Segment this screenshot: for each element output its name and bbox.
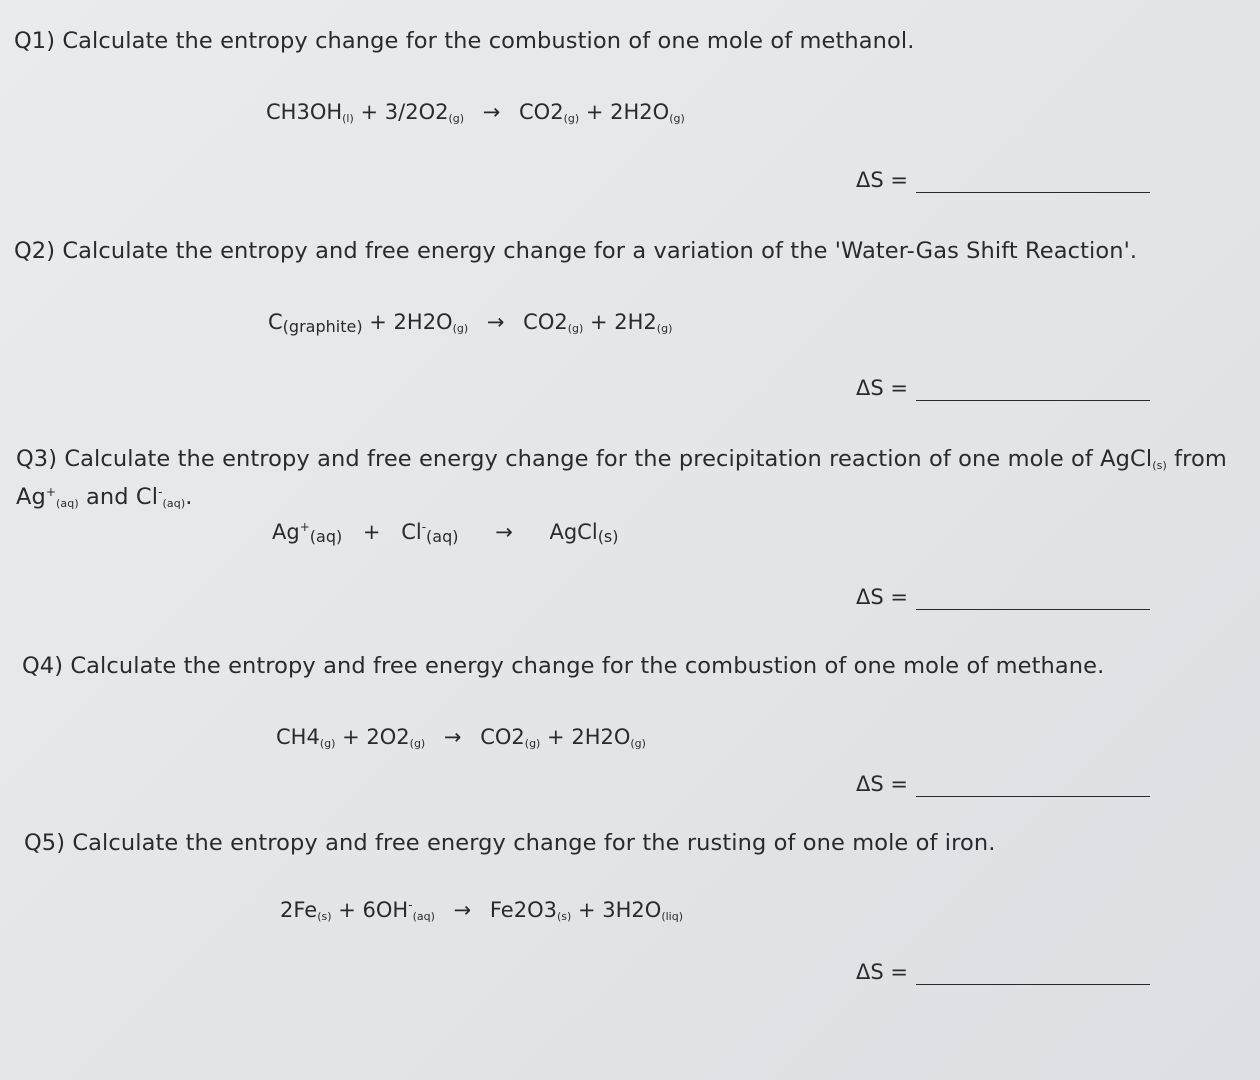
state-label: (aq)	[56, 497, 79, 510]
plus-sign: +	[547, 725, 565, 749]
reaction-arrow: →	[486, 310, 505, 334]
answer-blank[interactable]	[916, 984, 1150, 985]
plus-sign: +	[577, 898, 596, 922]
question-5-prompt: Q5) Calculate the entropy and free energy change for the rusting of one mole of iron.	[24, 830, 996, 856]
state-label: (s)	[556, 910, 572, 923]
reactant-1: Ag	[272, 520, 300, 544]
charge-label: -	[158, 485, 163, 499]
state-label: (aq)	[426, 527, 459, 546]
plus-sign: +	[585, 100, 604, 124]
state-label: (graphite)	[282, 317, 363, 336]
prompt-text: .	[185, 484, 193, 510]
state-label: (s)	[1152, 459, 1167, 472]
question-4-equation	[276, 725, 646, 750]
question-3-equation	[272, 520, 619, 546]
product-2: 2H2	[614, 310, 657, 334]
question-2-answer	[856, 376, 1150, 401]
prompt-text: from	[1174, 446, 1227, 472]
state-label: (s)	[597, 527, 619, 546]
reactant-1: CH4	[276, 725, 320, 749]
answer-blank[interactable]	[916, 400, 1150, 401]
delta-s-label: ΔS =	[856, 376, 908, 400]
state-label: (g)	[656, 322, 673, 335]
reaction-arrow: →	[453, 898, 472, 922]
question-4-answer	[856, 772, 1150, 797]
state-label: (aq)	[309, 527, 343, 546]
plus-sign: +	[342, 725, 360, 749]
state-label: (g)	[669, 112, 685, 125]
plus-sign: +	[589, 310, 608, 334]
question-3-prompt-line-1	[16, 446, 1227, 472]
reactant-2: 6OH	[362, 898, 409, 922]
prompt-text: Q3) Calculate the entropy and free energy change for the precipitation reaction of one mole of AgCl	[16, 446, 1153, 472]
plus-sign: +	[338, 898, 356, 922]
question-3-answer	[856, 585, 1150, 610]
answer-blank[interactable]	[916, 796, 1150, 797]
state-label: (g)	[448, 112, 465, 125]
question-2-prompt: Q2) Calculate the entropy and free energy change for a variation of the 'Water-Gas Shift Reaction'.	[14, 238, 1138, 264]
state-label: (liq)	[661, 910, 684, 923]
product-1: AgCl	[549, 520, 598, 544]
question-1-equation	[266, 100, 685, 125]
reactant-2: 2H2O	[393, 310, 453, 334]
plus-sign: +	[369, 310, 387, 334]
state-label: (aq)	[162, 497, 186, 510]
reaction-arrow: →	[482, 100, 501, 124]
state-label: (g)	[563, 112, 580, 125]
product-1: CO2	[523, 310, 568, 334]
plus-sign: +	[360, 100, 379, 124]
question-2-equation	[268, 310, 672, 336]
reactant-2: Cl	[401, 520, 422, 544]
reactant-1: CH3OH	[266, 100, 343, 124]
question-4-prompt: Q4) Calculate the entropy and free energy change for the combustion of one mole of methane.	[22, 653, 1105, 679]
product-2: 3H2O	[602, 898, 662, 922]
state-label: (g)	[630, 737, 646, 750]
charge-label: -	[421, 520, 427, 534]
reactant-1: 2Fe	[280, 898, 318, 922]
product-2: 2H2O	[610, 100, 670, 124]
question-5-answer	[856, 960, 1150, 985]
plus-sign: +	[362, 520, 381, 544]
state-label: (g)	[319, 737, 336, 750]
product-1: CO2	[519, 100, 564, 124]
delta-s-label: ΔS =	[856, 772, 908, 796]
product-1: Fe2O3	[489, 898, 557, 922]
charge-label: +	[45, 485, 57, 499]
reactant-2: 3/2O2	[384, 100, 449, 124]
state-label: (g)	[567, 322, 584, 335]
delta-s-label: ΔS =	[856, 585, 908, 609]
reaction-arrow: →	[495, 520, 513, 544]
state-label: (s)	[317, 910, 332, 923]
product-1: CO2	[480, 725, 525, 749]
reactant-2: 2O2	[366, 725, 410, 749]
delta-s-label: ΔS =	[856, 960, 908, 984]
question-5-equation	[280, 898, 683, 923]
answer-blank[interactable]	[916, 609, 1150, 610]
charge-label: -	[408, 898, 413, 912]
state-label: (l)	[342, 112, 354, 125]
state-label: (aq)	[412, 910, 435, 923]
state-label: (g)	[524, 737, 541, 750]
answer-blank[interactable]	[916, 192, 1150, 193]
reaction-arrow: →	[443, 725, 462, 749]
question-1-prompt: Q1) Calculate the entropy change for the combustion of one mole of methanol.	[14, 28, 915, 54]
charge-label: +	[299, 520, 310, 534]
prompt-text: Ag	[16, 484, 46, 510]
product-2: 2H2O	[571, 725, 631, 749]
state-label: (g)	[452, 322, 469, 335]
reactant-1: C	[268, 310, 283, 334]
question-1-answer	[856, 168, 1150, 193]
state-label: (g)	[409, 737, 426, 750]
delta-s-label: ΔS =	[856, 168, 908, 192]
prompt-text: and Cl	[86, 484, 159, 510]
question-3-prompt-line-2	[16, 484, 192, 510]
